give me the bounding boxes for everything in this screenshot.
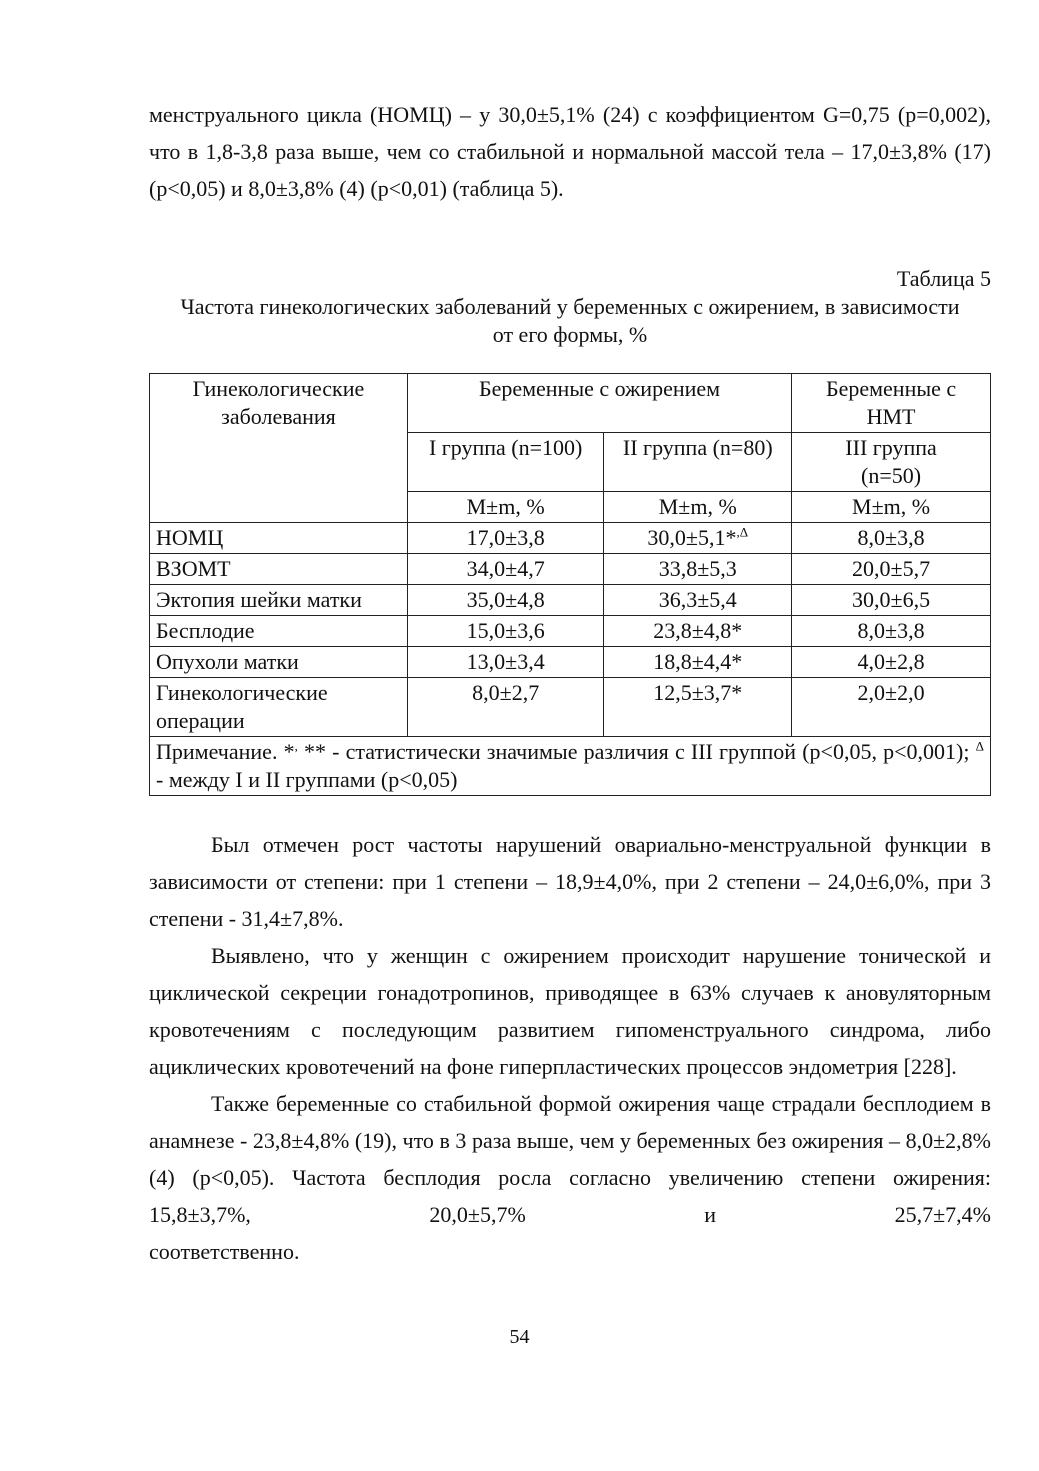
row-label: Эктопия шейки матки [150,585,408,616]
cell-group-2: 36,3±5,4 [604,585,792,616]
unit-cell-2: M±m, % [604,492,792,523]
row-label: Гинекологические операции [150,678,408,737]
row-label: Бесплодие [150,616,408,647]
cell-group-3: 20,0±5,7 [792,554,991,585]
table-title: Частота гинекологических заболеваний у беременных с ожирением, в зависимости от его формы, % [180,294,960,347]
cell-group-1: 35,0±4,8 [407,585,604,616]
table-note-row [150,737,991,796]
cell-group-1: 13,0±3,4 [407,647,604,678]
cell-group-2: 23,8±4,8* [604,616,792,647]
body-paragraph: Был отмечен рост частоты нарушений овариально-менструальной функции в зависимости от степени: при 1 степени – 18,9±4,0%, при 2 степени – 24,0±6,0%, при 3 степени - 31,4±7,8%. [149,832,991,931]
header-diseases: Гинекологические заболевания [150,374,408,523]
cell-superscript: ,Δ [736,524,749,540]
row-label: ВЗОМТ [150,554,408,585]
cell-group-1: 34,0±4,7 [407,554,604,585]
cell-group-2: 33,8±5,3 [604,554,792,585]
note-superscript-2: Δ [975,738,984,754]
note-superscript-1: , [294,738,298,754]
table-row [150,678,991,737]
header-group-1: I группа (n=100) [407,433,604,492]
table-row [150,647,991,678]
cell-value: 30,0±5,1* [647,525,737,550]
header-nmt-group: Беременные с НМТ [792,374,991,433]
header-group-3: III группа (n=50) [792,433,991,492]
table-row [150,554,991,585]
body-paragraph-continuation: соответственно. [149,1239,300,1264]
cell-group-2: 18,8±4,4* [604,647,792,678]
note-suffix: - между I и II группами (р<0,05) [156,767,458,792]
intro-paragraph: менструального цикла (НОМЦ) – у 30,0±5,1% (24) с коэффициентом G=0,75 (р=0,002), что в 1,8-3,8 раза выше, чем со стабильной и нормальной массой тела – 17,0±3,8% (17) (р<0,05) и 8,0±3,8% (4) (р<0,01) (таблица 5). [149,102,991,201]
cell-group-3: 2,0±2,0 [792,678,991,737]
cell-group-1: 17,0±3,8 [407,523,604,554]
header-obese-group: Беременные с ожирением [407,374,791,433]
header-group-2: II группа (n=80) [604,433,792,492]
table-row [150,585,991,616]
row-label: НОМЦ [150,523,408,554]
cell-group-1: 15,0±3,6 [407,616,604,647]
table-number: Таблица 5 [896,266,991,291]
table-note [150,737,991,796]
document-page [149,96,991,1270]
row-label: Опухоли матки [150,647,408,678]
cell-group-1: 8,0±2,7 [407,678,604,737]
cell-group-2 [604,523,792,554]
body-paragraph: Также беременные со стабильной формой ожирения чаще страдали бесплодием в анамнезе - 23,8±4,8% (19), что в 3 раза выше, чем у беременных без ожирения – 8,0±2,8% (4) (р<0,05). Частота бесплодия росла согласно увеличению степени ожирения: 15,8±3,7%, 20,0±5,7% и 25,7±7,4% [149,1091,991,1227]
unit-cell-1: M±m, % [407,492,604,523]
table-row [150,523,991,554]
cell-group-2: 12,5±3,7* [604,678,792,737]
page-number: 54 [509,1326,530,1348]
note-middle: ** - статистически значимые различия с III группой (р<0,05, р<0,001); [297,739,976,764]
note-prefix: Примечание. * [156,739,295,764]
body-paragraph: Выявлено, что у женщин с ожирением происходит нарушение тонической и циклической секреции гонадотропинов, приводящее в 63% случаев к ановуляторным кровотечениям с последующим развитием гипоменструального синдрома, либо ациклических кровотечений на фоне гиперпластических процессов эндометрия [228]. [149,943,991,1079]
cell-group-3: 4,0±2,8 [792,647,991,678]
cell-group-3: 30,0±6,5 [792,585,991,616]
cell-group-3: 8,0±3,8 [792,523,991,554]
cell-group-3: 8,0±3,8 [792,616,991,647]
table-header-row [150,374,991,433]
data-table [149,373,991,796]
table-row [150,616,991,647]
unit-cell-3: M±m, % [792,492,991,523]
